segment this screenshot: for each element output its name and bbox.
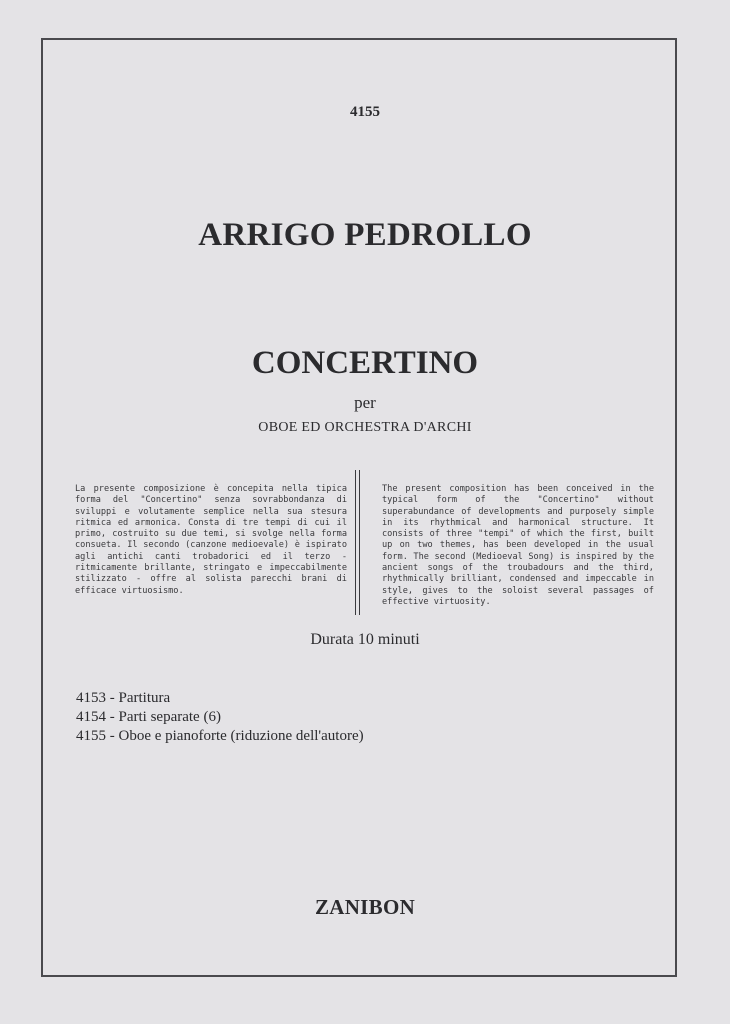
instrumentation: OBOE ED ORCHESTRA D'ARCHI: [258, 420, 472, 435]
edition-item: 4154 - Parti separate (6): [76, 709, 221, 725]
composer-name: ARRIGO PEDROLLO: [198, 217, 532, 253]
description-italian: La presente composizione è concepita nella tipica forma del "Concertino" senza sovrabbondanza di sviluppi e volutamente semplice nella sua stesura ritmica ed armonica. Consta di tre tempi di cui il primo, costruito su due temi, si svolge nella forma consueta. Il secondo (canzone medioevale) è ispirato agli antichi canti trobadorici ed il terzo - ritmicamente brillante, stringato e impeccabilmente stilizzato - offre al solista parecchi brani di efficace virtuosismo.: [75, 484, 347, 596]
description-english: The present composition has been conceived in the typical form of the "Concertino" without superabundance of developments and purposely simple in its rhythmical and harmonical structure. It consists of three "tempi" of which the first, built up on two themes, has been developed in the usual form. The second (Medioeval Song) is inspired by the ancient songs of the troubadours and the third, rhythmically brilliant, condensed and impeccable in style, gives to the soloist several passages of effective virtuosity.: [382, 484, 654, 607]
column-divider: [355, 470, 360, 615]
per-label: per: [354, 393, 376, 412]
catalog-number: 4155: [350, 104, 380, 120]
editions-list: [76, 689, 364, 746]
duration: Durata 10 minuti: [310, 631, 420, 648]
edition-item: 4153 - Partitura: [76, 690, 171, 706]
publisher-name: ZANIBON: [314, 895, 416, 919]
edition-item: 4155 - Oboe e pianoforte (riduzione dell'autore): [76, 728, 364, 744]
work-title: CONCERTINO: [251, 345, 479, 381]
